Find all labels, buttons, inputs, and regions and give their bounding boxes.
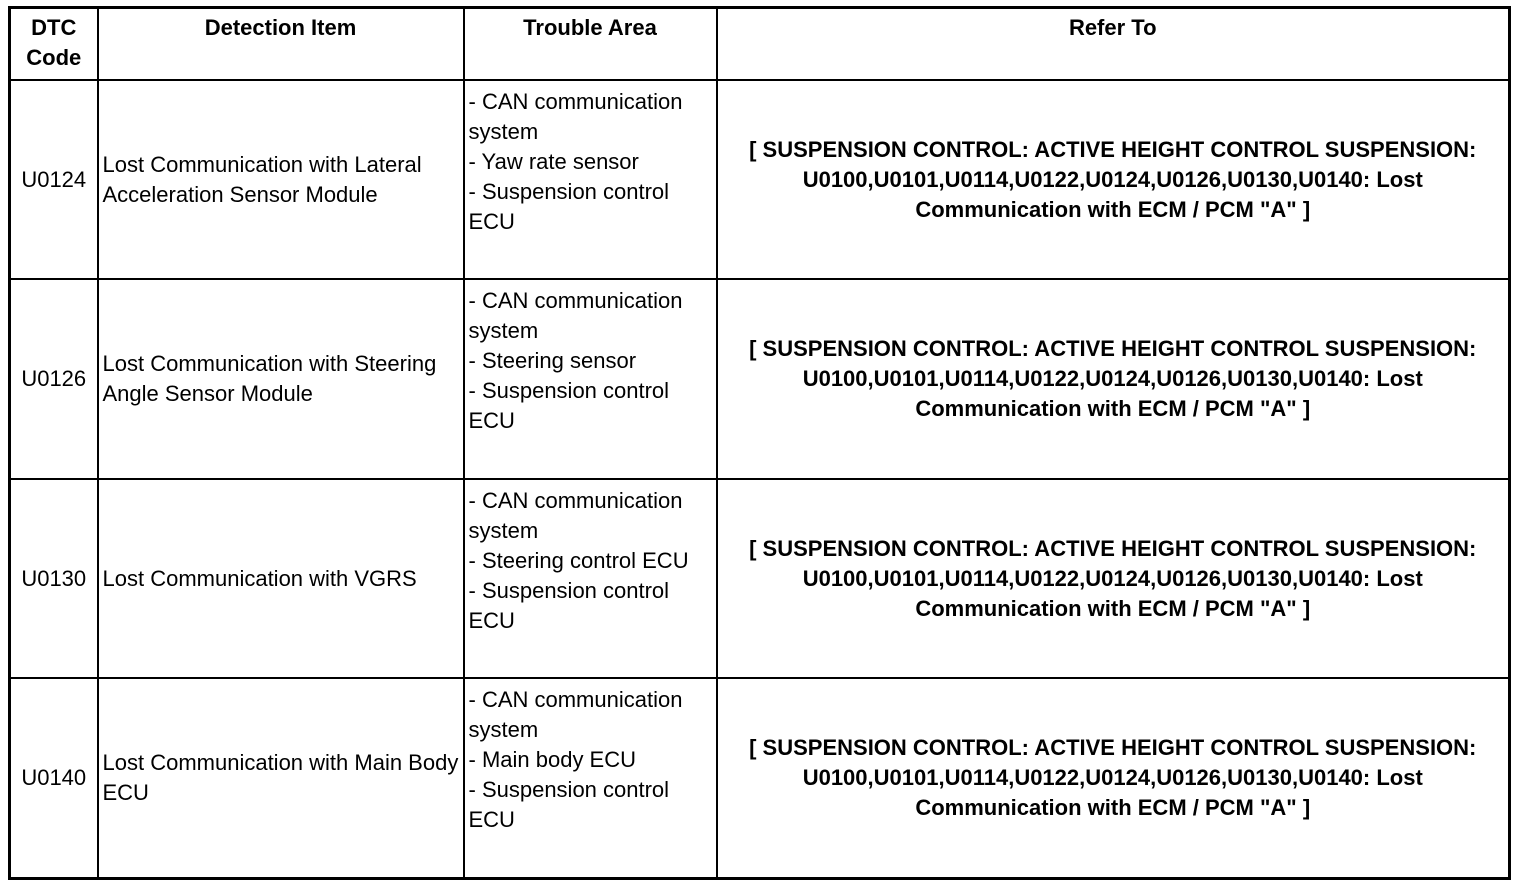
detection-item-cell: Lost Communication with Lateral Acceleration Sensor Module: [98, 80, 464, 279]
trouble-area-line: - Steering sensor: [468, 348, 637, 374]
detection-item-cell: Lost Communication with VGRS: [98, 479, 464, 678]
trouble-area-cell: [464, 678, 717, 878]
table-row: [10, 479, 1510, 678]
trouble-area-line: - Steering control ECU: [468, 547, 689, 573]
table-row: [10, 279, 1510, 478]
header-detection-item: Detection Item: [98, 8, 464, 81]
header-dtc-code-line1: DTC: [31, 15, 77, 40]
refer-to-link[interactable]: [ SUSPENSION CONTROL: ACTIVE HEIGHT CONTROL SUSPENSION: U0100,U0101,U0114,U0122,U0124,U0126,U0130,U0140: Lost Communication with ECM / PCM "A" ]: [717, 279, 1510, 478]
trouble-area-line: - CAN communication system: [468, 89, 683, 144]
dtc-table: [8, 6, 1511, 880]
trouble-area-cell: [464, 80, 717, 279]
table-row: [10, 678, 1510, 878]
table-header-row: [10, 8, 1510, 81]
detection-item-cell: Lost Communication with Steering Angle Sensor Module: [98, 279, 464, 478]
trouble-area-line: - Yaw rate sensor: [468, 149, 639, 174]
dtc-code-cell: U0140: [10, 678, 98, 878]
header-trouble-area: Trouble Area: [464, 8, 717, 81]
refer-to-link[interactable]: [ SUSPENSION CONTROL: ACTIVE HEIGHT CONTROL SUSPENSION: U0100,U0101,U0114,U0122,U0124,U0126,U0130,U0140: Lost Communication with ECM / PCM "A" ]: [717, 80, 1510, 279]
dtc-code-cell: U0124: [10, 80, 98, 279]
refer-to-link[interactable]: [ SUSPENSION CONTROL: ACTIVE HEIGHT CONTROL SUSPENSION: U0100,U0101,U0114,U0122,U0124,U0126,U0130,U0140: Lost Communication with ECM / PCM "A" ]: [717, 479, 1510, 678]
header-dtc-code-line2: Code: [26, 45, 82, 70]
refer-to-link[interactable]: [ SUSPENSION CONTROL: ACTIVE HEIGHT CONTROL SUSPENSION: U0100,U0101,U0114,U0122,U0124,U0126,U0130,U0140: Lost Communication with ECM / PCM "A" ]: [717, 678, 1510, 878]
trouble-area-line: - Suspension control ECU: [468, 378, 670, 434]
header-dtc-code: [10, 8, 98, 81]
trouble-area-cell: [464, 279, 717, 478]
dtc-code-cell: U0126: [10, 279, 98, 478]
trouble-area-line: - CAN communication system: [468, 487, 683, 543]
trouble-area-line: - Suspension control ECU: [468, 577, 670, 633]
dtc-code-cell: U0130: [10, 479, 98, 678]
detection-item-cell: Lost Communication with Main Body ECU: [98, 678, 464, 878]
trouble-area-cell: [464, 479, 717, 678]
trouble-area-line: - Suspension control ECU: [468, 179, 670, 234]
table-row: [10, 80, 1510, 279]
trouble-area-line: - Main body ECU: [468, 747, 637, 773]
trouble-area-line: - CAN communication system: [468, 687, 683, 743]
trouble-area-line: - CAN communication system: [468, 288, 683, 344]
trouble-area-line: - Suspension control ECU: [468, 777, 670, 833]
header-refer-to: Refer To: [717, 8, 1510, 81]
